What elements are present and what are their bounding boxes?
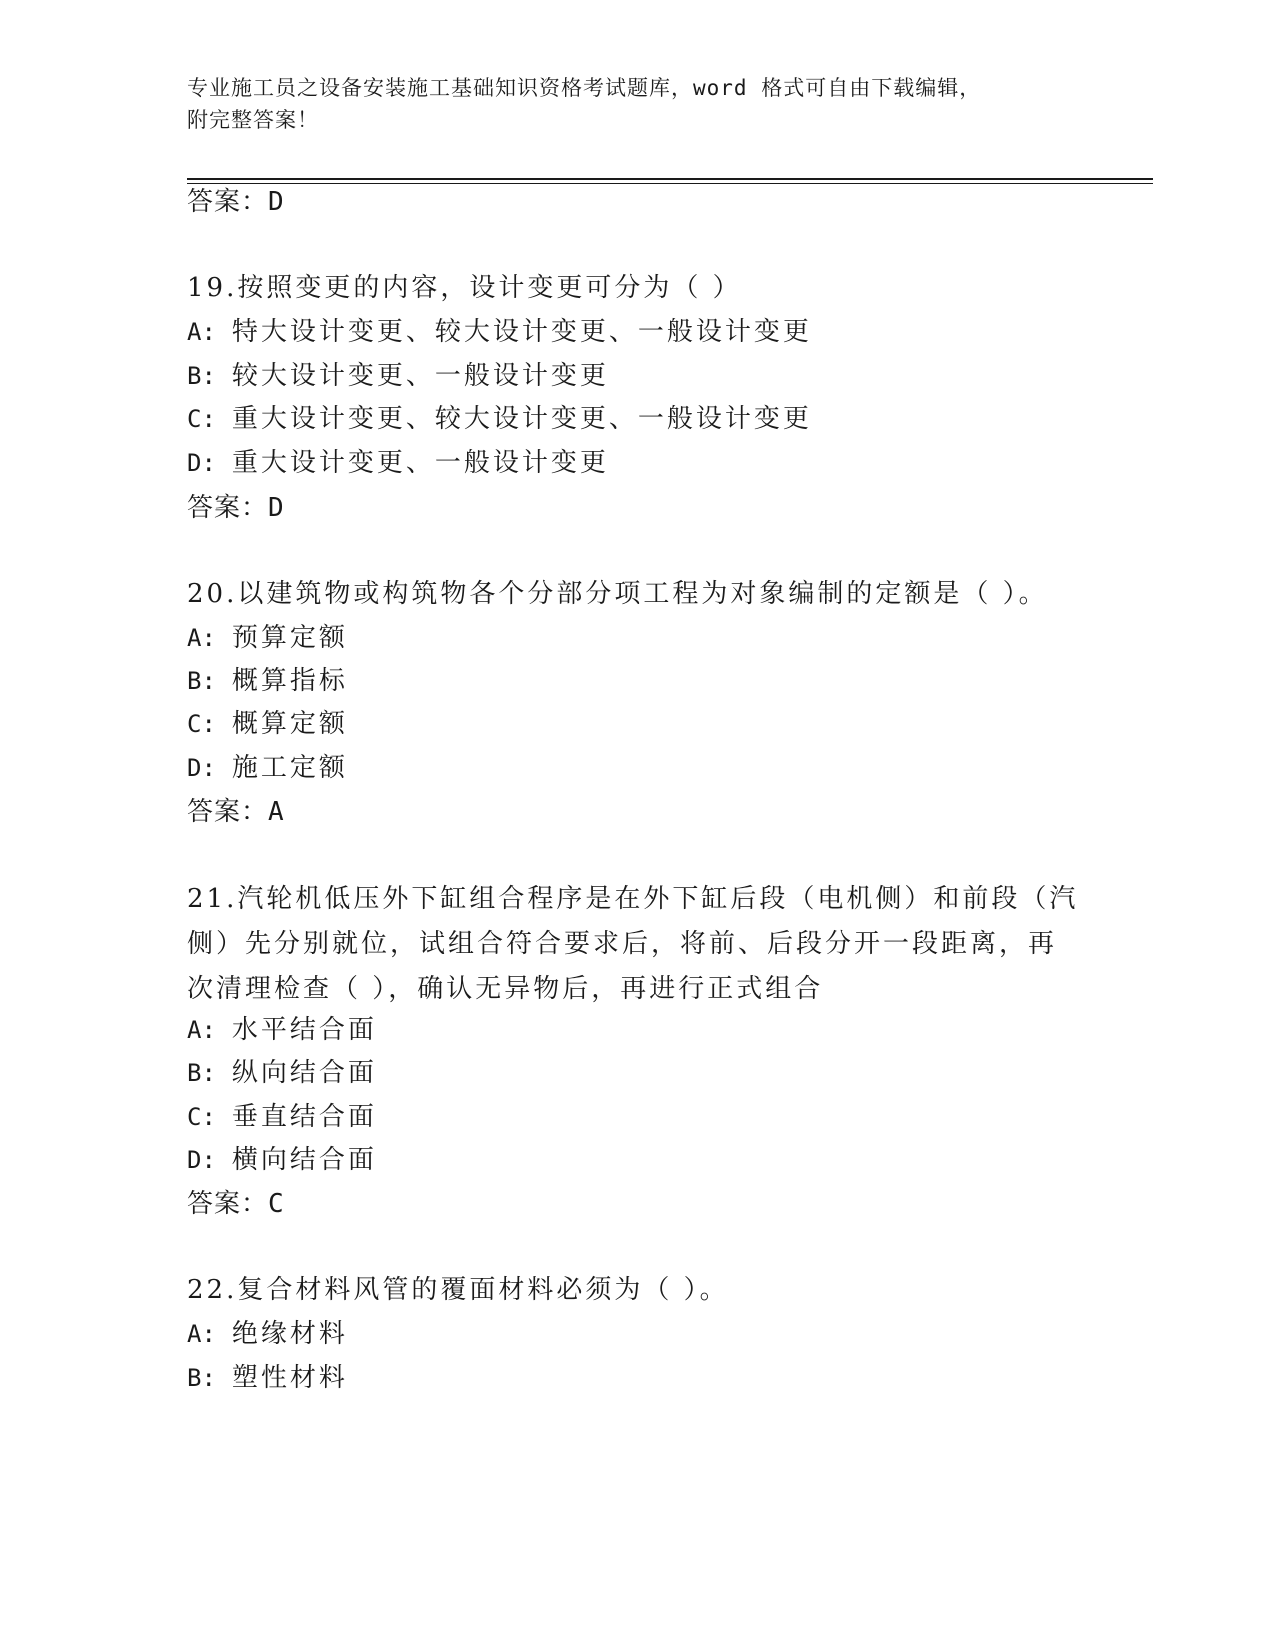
question-20-option-b xyxy=(187,663,348,699)
document-header xyxy=(187,72,1087,136)
option-key: C: xyxy=(187,405,216,433)
question-21-line-2: 侧）先分别就位，试组合符合要求后，将前、后段分开一段距离，再 xyxy=(187,929,1058,959)
option-text: 施工定额 xyxy=(231,753,348,783)
answer-line xyxy=(187,184,285,220)
option-key: A: xyxy=(187,1016,216,1044)
answer-value: D xyxy=(268,493,285,523)
option-key: D: xyxy=(187,449,216,477)
header-line-2: 附完整答案！ xyxy=(187,108,319,132)
question-19-answer xyxy=(187,490,285,526)
question-21-answer xyxy=(187,1186,285,1222)
option-text: 特大设计变更、较大设计变更、一般设计变更 xyxy=(231,317,812,347)
question-21 xyxy=(187,877,1087,1012)
question-21-option-d xyxy=(187,1142,377,1178)
question-19-option-c xyxy=(187,401,812,437)
option-key: B: xyxy=(187,362,216,390)
question-22: 22.复合材料风管的覆面材料必须为（ ）。 xyxy=(187,1275,729,1305)
option-key: B: xyxy=(187,1364,216,1392)
answer-label: 答案： xyxy=(187,493,269,523)
option-text: 横向结合面 xyxy=(231,1145,377,1175)
option-key: B: xyxy=(187,667,216,695)
option-text: 概算定额 xyxy=(231,709,348,739)
question-21-option-b xyxy=(187,1055,377,1091)
option-text: 重大设计变更、较大设计变更、一般设计变更 xyxy=(231,404,812,434)
answer-value: A xyxy=(268,797,285,827)
question-20-option-c xyxy=(187,706,348,742)
option-text: 绝缘材料 xyxy=(231,1319,348,1349)
option-text: 重大设计变更、一般设计变更 xyxy=(231,448,609,478)
option-key: D: xyxy=(187,754,216,782)
header-divider-thick xyxy=(187,178,1153,180)
question-21-option-a xyxy=(187,1012,377,1048)
answer-label: 答案： xyxy=(187,187,269,217)
question-19-option-b xyxy=(187,358,609,394)
question-22-option-b xyxy=(187,1360,348,1396)
option-key: C: xyxy=(187,1103,216,1131)
option-text: 垂直结合面 xyxy=(231,1102,377,1132)
question-22-option-a xyxy=(187,1316,348,1352)
option-key: A: xyxy=(187,624,216,652)
question-20-option-d xyxy=(187,750,348,786)
option-key: D: xyxy=(187,1146,216,1174)
option-key: B: xyxy=(187,1059,216,1087)
question-21-option-c xyxy=(187,1099,377,1135)
question-19-option-a xyxy=(187,314,812,350)
option-text: 较大设计变更、一般设计变更 xyxy=(231,361,609,391)
answer-label: 答案： xyxy=(187,797,269,827)
question-19-option-d xyxy=(187,445,609,481)
question-19: 19.按照变更的内容，设计变更可分为（ ） xyxy=(187,273,742,303)
option-text: 概算指标 xyxy=(231,666,348,696)
answer-value: D xyxy=(268,187,285,217)
option-text: 纵向结合面 xyxy=(231,1058,377,1088)
question-20-option-a xyxy=(187,620,348,656)
answer-label: 答案： xyxy=(187,1189,269,1219)
question-21-line-3: 次清理检查（ ），确认无异物后，再进行正式组合 xyxy=(187,974,824,1004)
answer-value: C xyxy=(268,1189,285,1219)
question-21-line-1: 21.汽轮机低压外下缸组合程序是在外下缸后段（电机侧）和前段（汽 xyxy=(187,884,1079,914)
option-key: A: xyxy=(187,318,216,346)
option-key: A: xyxy=(187,1320,216,1348)
header-line-1: 专业施工员之设备安装施工基础知识资格考试题库，word 格式可自由下载编辑， xyxy=(187,76,982,100)
option-text: 预算定额 xyxy=(231,623,348,653)
option-text: 水平结合面 xyxy=(231,1015,377,1045)
question-20-answer xyxy=(187,794,285,830)
header-divider-thin xyxy=(187,183,1153,184)
option-text: 塑性材料 xyxy=(231,1363,348,1393)
option-key: C: xyxy=(187,710,216,738)
question-20: 20.以建筑物或构筑物各个分部分项工程为对象编制的定额是（ ）。 xyxy=(187,579,1048,609)
